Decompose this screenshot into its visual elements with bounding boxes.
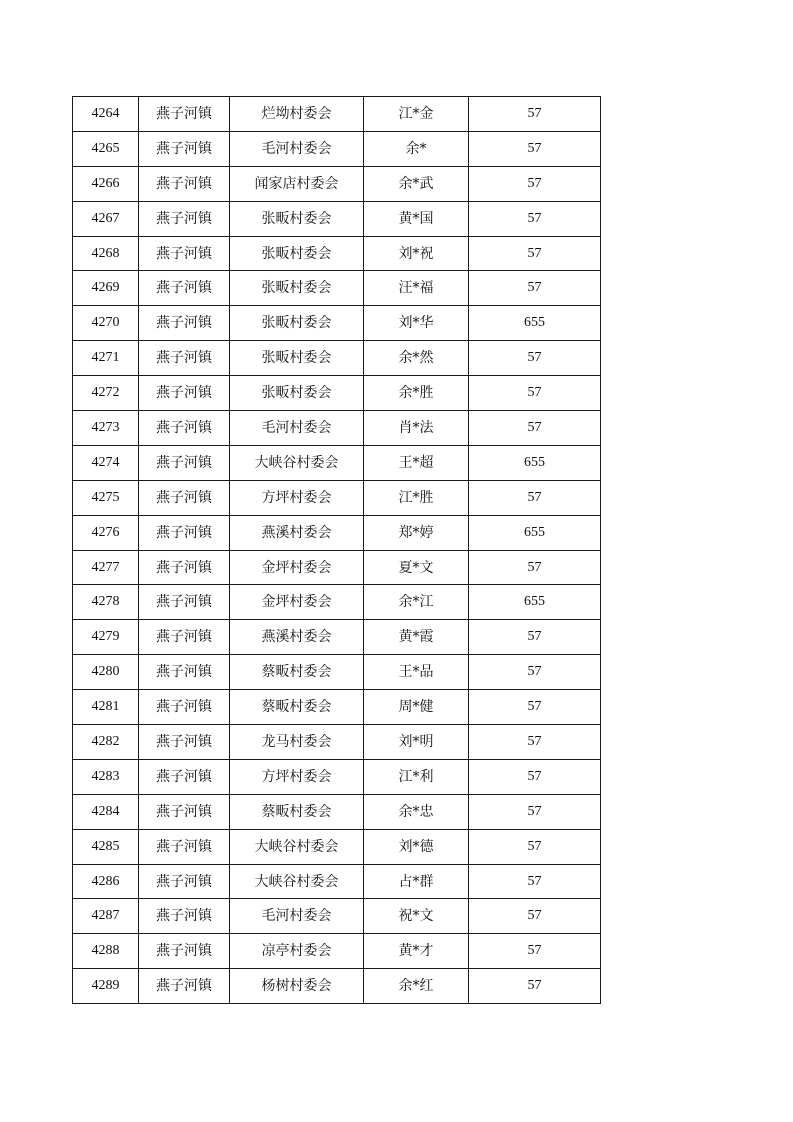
amount-cell: 57 xyxy=(469,97,601,132)
village-cell: 毛河村委会 xyxy=(230,899,364,934)
amount-cell: 57 xyxy=(469,829,601,864)
town-cell: 燕子河镇 xyxy=(139,306,230,341)
amount-cell: 57 xyxy=(469,725,601,760)
village-cell: 大峡谷村委会 xyxy=(230,445,364,480)
row-number-cell: 4285 xyxy=(73,829,139,864)
table-row xyxy=(73,725,601,760)
amount-cell: 57 xyxy=(469,759,601,794)
table-row xyxy=(73,690,601,725)
amount-cell: 57 xyxy=(469,480,601,515)
amount-cell: 57 xyxy=(469,690,601,725)
amount-cell: 57 xyxy=(469,411,601,446)
town-cell: 燕子河镇 xyxy=(139,515,230,550)
village-cell: 毛河村委会 xyxy=(230,131,364,166)
village-cell: 张畈村委会 xyxy=(230,306,364,341)
row-number-cell: 4276 xyxy=(73,515,139,550)
row-number-cell: 4281 xyxy=(73,690,139,725)
row-number-cell: 4275 xyxy=(73,480,139,515)
town-cell: 燕子河镇 xyxy=(139,759,230,794)
amount-cell: 57 xyxy=(469,794,601,829)
row-number-cell: 4277 xyxy=(73,550,139,585)
row-number-cell: 4287 xyxy=(73,899,139,934)
table-row xyxy=(73,131,601,166)
person-name-cell: 祝*文 xyxy=(364,899,469,934)
village-cell: 燕溪村委会 xyxy=(230,620,364,655)
table-row xyxy=(73,934,601,969)
table-row xyxy=(73,550,601,585)
table-row xyxy=(73,166,601,201)
town-cell: 燕子河镇 xyxy=(139,376,230,411)
village-cell: 金坪村委会 xyxy=(230,585,364,620)
person-name-cell: 江*胜 xyxy=(364,480,469,515)
person-name-cell: 黄*国 xyxy=(364,201,469,236)
table-body xyxy=(73,97,601,1004)
village-cell: 毛河村委会 xyxy=(230,411,364,446)
person-name-cell: 刘*德 xyxy=(364,829,469,864)
town-cell: 燕子河镇 xyxy=(139,550,230,585)
village-cell: 张畈村委会 xyxy=(230,376,364,411)
town-cell: 燕子河镇 xyxy=(139,445,230,480)
amount-cell: 57 xyxy=(469,341,601,376)
person-name-cell: 江*金 xyxy=(364,97,469,132)
row-number-cell: 4264 xyxy=(73,97,139,132)
amount-cell: 57 xyxy=(469,376,601,411)
row-number-cell: 4284 xyxy=(73,794,139,829)
row-number-cell: 4280 xyxy=(73,655,139,690)
person-name-cell: 余* xyxy=(364,131,469,166)
table-row xyxy=(73,376,601,411)
town-cell: 燕子河镇 xyxy=(139,97,230,132)
table-row xyxy=(73,306,601,341)
table-row xyxy=(73,864,601,899)
person-name-cell: 黄*才 xyxy=(364,934,469,969)
table-row xyxy=(73,899,601,934)
table-row xyxy=(73,620,601,655)
town-cell: 燕子河镇 xyxy=(139,725,230,760)
amount-cell: 57 xyxy=(469,864,601,899)
town-cell: 燕子河镇 xyxy=(139,236,230,271)
row-number-cell: 4283 xyxy=(73,759,139,794)
table-row xyxy=(73,236,601,271)
amount-cell: 57 xyxy=(469,550,601,585)
row-number-cell: 4268 xyxy=(73,236,139,271)
person-name-cell: 周*健 xyxy=(364,690,469,725)
village-cell: 方坪村委会 xyxy=(230,759,364,794)
table-row xyxy=(73,655,601,690)
town-cell: 燕子河镇 xyxy=(139,655,230,690)
table-row xyxy=(73,480,601,515)
person-name-cell: 肖*法 xyxy=(364,411,469,446)
town-cell: 燕子河镇 xyxy=(139,341,230,376)
town-cell: 燕子河镇 xyxy=(139,166,230,201)
village-cell: 张畈村委会 xyxy=(230,201,364,236)
town-cell: 燕子河镇 xyxy=(139,620,230,655)
row-number-cell: 4265 xyxy=(73,131,139,166)
row-number-cell: 4274 xyxy=(73,445,139,480)
person-name-cell: 占*群 xyxy=(364,864,469,899)
town-cell: 燕子河镇 xyxy=(139,131,230,166)
amount-cell: 57 xyxy=(469,236,601,271)
person-name-cell: 余*然 xyxy=(364,341,469,376)
person-name-cell: 刘*祝 xyxy=(364,236,469,271)
row-number-cell: 4272 xyxy=(73,376,139,411)
table-row xyxy=(73,759,601,794)
amount-cell: 655 xyxy=(469,306,601,341)
village-cell: 龙马村委会 xyxy=(230,725,364,760)
person-name-cell: 余*忠 xyxy=(364,794,469,829)
person-name-cell: 郑*婷 xyxy=(364,515,469,550)
person-name-cell: 汪*福 xyxy=(364,271,469,306)
village-cell: 燕溪村委会 xyxy=(230,515,364,550)
row-number-cell: 4267 xyxy=(73,201,139,236)
town-cell: 燕子河镇 xyxy=(139,899,230,934)
amount-cell: 57 xyxy=(469,620,601,655)
table-row xyxy=(73,829,601,864)
amount-cell: 57 xyxy=(469,166,601,201)
table-row xyxy=(73,341,601,376)
village-cell: 张畈村委会 xyxy=(230,236,364,271)
person-name-cell: 余*胜 xyxy=(364,376,469,411)
amount-cell: 57 xyxy=(469,969,601,1004)
person-name-cell: 王*品 xyxy=(364,655,469,690)
table-row xyxy=(73,794,601,829)
table-row xyxy=(73,201,601,236)
village-cell: 张畈村委会 xyxy=(230,341,364,376)
town-cell: 燕子河镇 xyxy=(139,934,230,969)
table-row xyxy=(73,411,601,446)
town-cell: 燕子河镇 xyxy=(139,201,230,236)
person-name-cell: 刘*明 xyxy=(364,725,469,760)
amount-cell: 655 xyxy=(469,585,601,620)
person-name-cell: 王*超 xyxy=(364,445,469,480)
table-row xyxy=(73,271,601,306)
row-number-cell: 4286 xyxy=(73,864,139,899)
village-cell: 大峡谷村委会 xyxy=(230,829,364,864)
amount-cell: 57 xyxy=(469,655,601,690)
data-table xyxy=(72,96,601,1004)
amount-cell: 655 xyxy=(469,515,601,550)
village-cell: 蔡畈村委会 xyxy=(230,690,364,725)
village-cell: 蔡畈村委会 xyxy=(230,794,364,829)
person-name-cell: 刘*华 xyxy=(364,306,469,341)
person-name-cell: 余*江 xyxy=(364,585,469,620)
person-name-cell: 黄*霞 xyxy=(364,620,469,655)
town-cell: 燕子河镇 xyxy=(139,480,230,515)
amount-cell: 57 xyxy=(469,131,601,166)
village-cell: 大峡谷村委会 xyxy=(230,864,364,899)
village-cell: 张畈村委会 xyxy=(230,271,364,306)
village-cell: 闻家店村委会 xyxy=(230,166,364,201)
town-cell: 燕子河镇 xyxy=(139,864,230,899)
table-row xyxy=(73,515,601,550)
town-cell: 燕子河镇 xyxy=(139,794,230,829)
town-cell: 燕子河镇 xyxy=(139,969,230,1004)
person-name-cell: 余*红 xyxy=(364,969,469,1004)
town-cell: 燕子河镇 xyxy=(139,271,230,306)
row-number-cell: 4288 xyxy=(73,934,139,969)
row-number-cell: 4289 xyxy=(73,969,139,1004)
row-number-cell: 4273 xyxy=(73,411,139,446)
amount-cell: 57 xyxy=(469,899,601,934)
amount-cell: 655 xyxy=(469,445,601,480)
village-cell: 凉亭村委会 xyxy=(230,934,364,969)
village-cell: 杨树村委会 xyxy=(230,969,364,1004)
village-cell: 烂坳村委会 xyxy=(230,97,364,132)
row-number-cell: 4270 xyxy=(73,306,139,341)
town-cell: 燕子河镇 xyxy=(139,690,230,725)
person-name-cell: 江*利 xyxy=(364,759,469,794)
town-cell: 燕子河镇 xyxy=(139,411,230,446)
table-row xyxy=(73,97,601,132)
row-number-cell: 4282 xyxy=(73,725,139,760)
village-cell: 蔡畈村委会 xyxy=(230,655,364,690)
table-row xyxy=(73,585,601,620)
person-name-cell: 余*武 xyxy=(364,166,469,201)
village-cell: 金坪村委会 xyxy=(230,550,364,585)
town-cell: 燕子河镇 xyxy=(139,829,230,864)
amount-cell: 57 xyxy=(469,271,601,306)
table-row xyxy=(73,445,601,480)
row-number-cell: 4269 xyxy=(73,271,139,306)
row-number-cell: 4271 xyxy=(73,341,139,376)
row-number-cell: 4278 xyxy=(73,585,139,620)
amount-cell: 57 xyxy=(469,934,601,969)
row-number-cell: 4279 xyxy=(73,620,139,655)
person-name-cell: 夏*文 xyxy=(364,550,469,585)
village-cell: 方坪村委会 xyxy=(230,480,364,515)
row-number-cell: 4266 xyxy=(73,166,139,201)
town-cell: 燕子河镇 xyxy=(139,585,230,620)
amount-cell: 57 xyxy=(469,201,601,236)
table-row xyxy=(73,969,601,1004)
